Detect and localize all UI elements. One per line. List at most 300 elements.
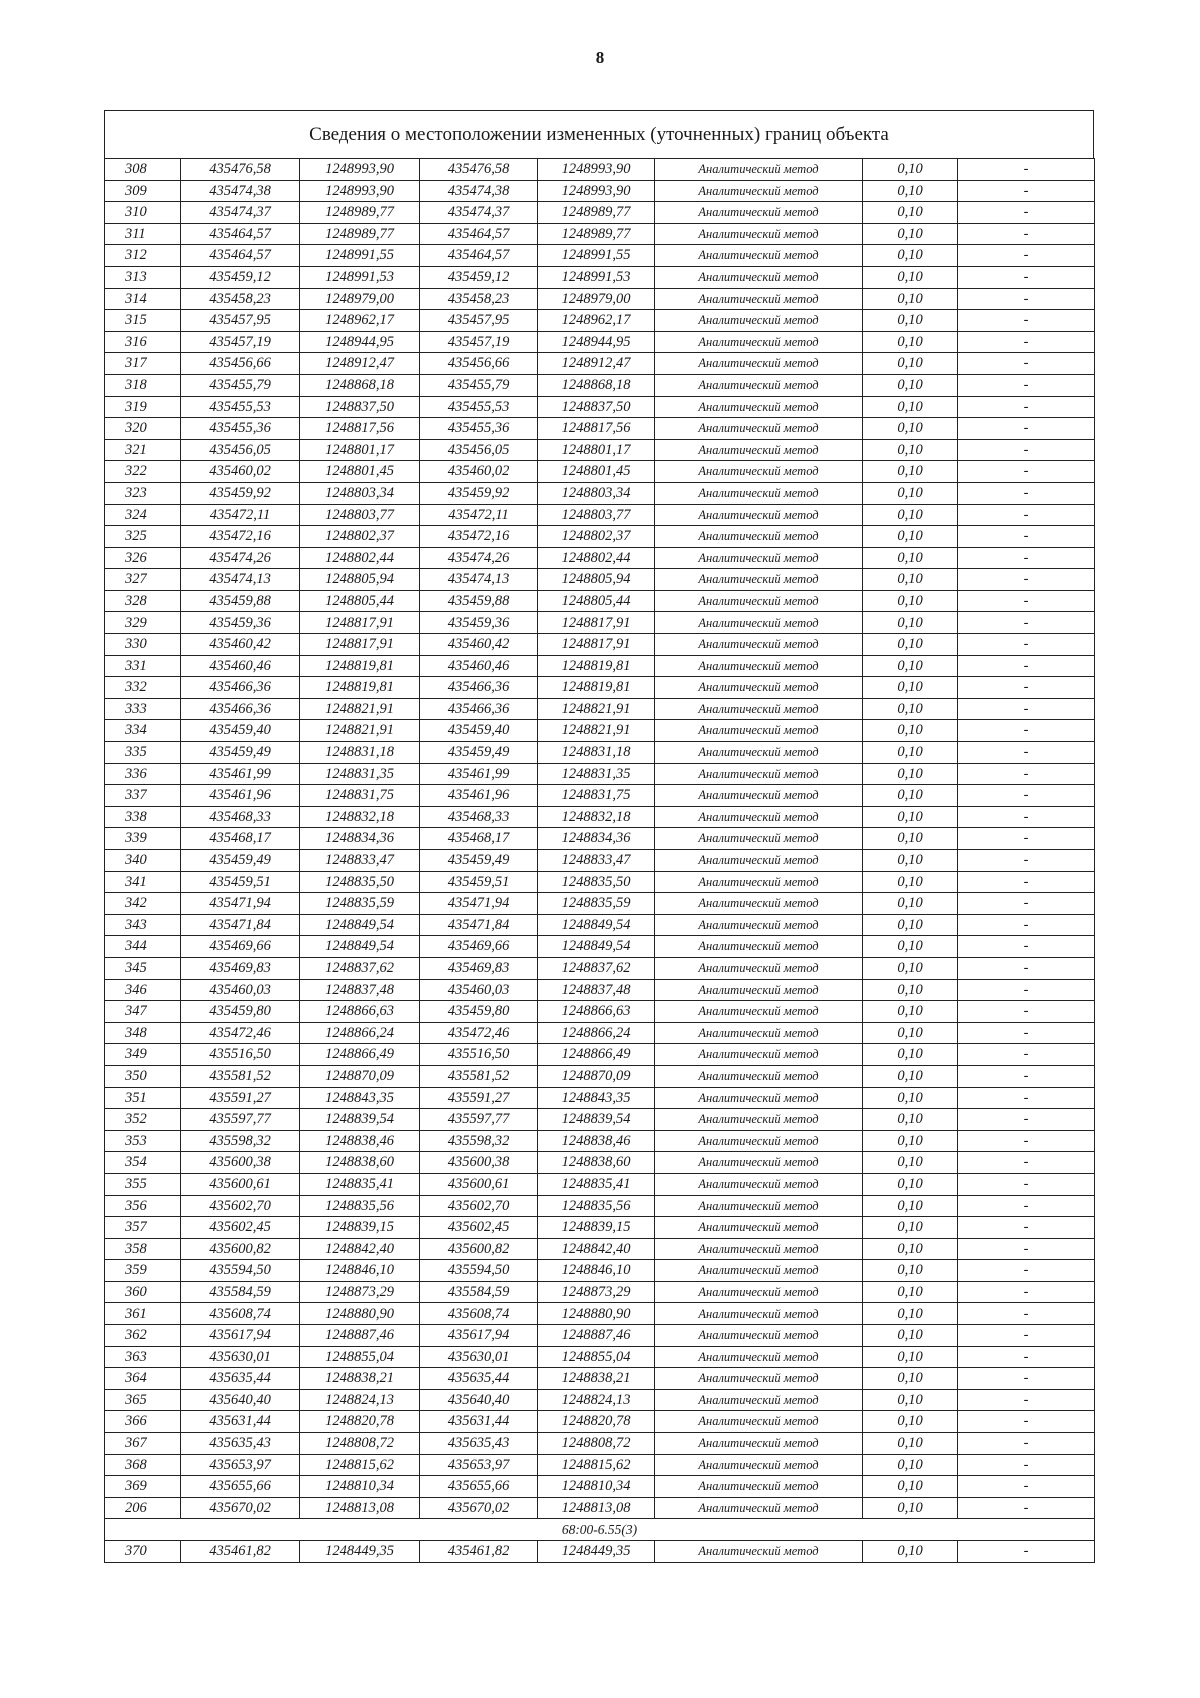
cell-point-number: 309	[105, 180, 181, 202]
cell-y-old: 1248962,17	[300, 310, 420, 332]
cell-accuracy: 0,10	[863, 806, 958, 828]
cell-description: -	[958, 1476, 1095, 1498]
cell-accuracy: 0,10	[863, 526, 958, 548]
cell-method: Аналитический метод	[655, 396, 863, 418]
section-label: 68:00-6.55(3)	[105, 1519, 1095, 1541]
table-row	[105, 396, 1095, 418]
cell-x-old: 435476,58	[181, 159, 300, 181]
cell-point-number: 344	[105, 936, 181, 958]
cell-method: Аналитический метод	[655, 785, 863, 807]
cell-point-number: 339	[105, 828, 181, 850]
cell-accuracy: 0,10	[863, 418, 958, 440]
cell-accuracy: 0,10	[863, 720, 958, 742]
cell-y-old: 1248449,35	[300, 1541, 420, 1563]
cell-x-new: 435455,79	[420, 374, 538, 396]
cell-x-old: 435456,66	[181, 353, 300, 375]
table-row	[105, 1346, 1095, 1368]
cell-y-new: 1248843,35	[538, 1087, 655, 1109]
cell-y-old: 1248849,54	[300, 936, 420, 958]
cell-x-old: 435602,45	[181, 1217, 300, 1239]
cell-y-old: 1248835,59	[300, 893, 420, 915]
cell-x-old: 435600,61	[181, 1173, 300, 1195]
table-row	[105, 1303, 1095, 1325]
cell-point-number: 347	[105, 1001, 181, 1023]
cell-accuracy: 0,10	[863, 331, 958, 353]
cell-y-old: 1248824,13	[300, 1389, 420, 1411]
cell-y-old: 1248989,77	[300, 202, 420, 224]
cell-description: -	[958, 288, 1095, 310]
cell-y-new: 1248989,77	[538, 202, 655, 224]
cell-x-new: 435464,57	[420, 223, 538, 245]
cell-method: Аналитический метод	[655, 569, 863, 591]
cell-method: Аналитический метод	[655, 526, 863, 548]
table-row	[105, 720, 1095, 742]
cell-y-new: 1248866,49	[538, 1044, 655, 1066]
cell-x-new: 435461,82	[420, 1541, 538, 1563]
cell-accuracy: 0,10	[863, 1368, 958, 1390]
cell-method: Аналитический метод	[655, 1001, 863, 1023]
cell-description: -	[958, 871, 1095, 893]
cell-method: Аналитический метод	[655, 1130, 863, 1152]
cell-method: Аналитический метод	[655, 288, 863, 310]
cell-point-number: 206	[105, 1497, 181, 1519]
cell-x-new: 435598,32	[420, 1130, 538, 1152]
table-row	[105, 504, 1095, 526]
cell-x-old: 435459,40	[181, 720, 300, 742]
cell-x-old: 435459,80	[181, 1001, 300, 1023]
cell-y-old: 1248873,29	[300, 1281, 420, 1303]
cell-x-new: 435591,27	[420, 1087, 538, 1109]
table-row	[105, 1389, 1095, 1411]
cell-y-new: 1248855,04	[538, 1346, 655, 1368]
cell-y-new: 1248819,81	[538, 677, 655, 699]
cell-description: -	[958, 698, 1095, 720]
cell-x-new: 435471,94	[420, 893, 538, 915]
cell-description: -	[958, 1389, 1095, 1411]
cell-x-new: 435458,23	[420, 288, 538, 310]
cell-point-number: 324	[105, 504, 181, 526]
cell-accuracy: 0,10	[863, 1433, 958, 1455]
cell-x-new: 435474,37	[420, 202, 538, 224]
cell-point-number: 348	[105, 1022, 181, 1044]
cell-x-new: 435459,92	[420, 482, 538, 504]
cell-y-old: 1248817,56	[300, 418, 420, 440]
cell-point-number: 361	[105, 1303, 181, 1325]
table-row	[105, 223, 1095, 245]
cell-y-new: 1248887,46	[538, 1325, 655, 1347]
cell-method: Аналитический метод	[655, 1497, 863, 1519]
cell-x-new: 435469,66	[420, 936, 538, 958]
cell-y-new: 1248817,91	[538, 634, 655, 656]
cell-x-new: 435457,95	[420, 310, 538, 332]
cell-y-old: 1248880,90	[300, 1303, 420, 1325]
cell-x-new: 435461,99	[420, 763, 538, 785]
cell-description: -	[958, 893, 1095, 915]
cell-method: Аналитический метод	[655, 310, 863, 332]
cell-y-new: 1248846,10	[538, 1260, 655, 1282]
cell-description: -	[958, 245, 1095, 267]
cell-y-old: 1248993,90	[300, 159, 420, 181]
cell-method: Аналитический метод	[655, 482, 863, 504]
cell-description: -	[958, 526, 1095, 548]
cell-y-old: 1248868,18	[300, 374, 420, 396]
cell-x-old: 435471,84	[181, 914, 300, 936]
cell-method: Аналитический метод	[655, 1303, 863, 1325]
cell-method: Аналитический метод	[655, 1152, 863, 1174]
cell-description: -	[958, 547, 1095, 569]
cell-y-old: 1248817,91	[300, 612, 420, 634]
cell-description: -	[958, 1217, 1095, 1239]
cell-method: Аналитический метод	[655, 418, 863, 440]
cell-method: Аналитический метод	[655, 461, 863, 483]
cell-method: Аналитический метод	[655, 720, 863, 742]
cell-method: Аналитический метод	[655, 1173, 863, 1195]
cell-x-new: 435455,53	[420, 396, 538, 418]
cell-description: -	[958, 202, 1095, 224]
cell-method: Аналитический метод	[655, 374, 863, 396]
cell-y-old: 1248989,77	[300, 223, 420, 245]
cell-description: -	[958, 720, 1095, 742]
table-row	[105, 763, 1095, 785]
cell-description: -	[958, 1001, 1095, 1023]
cell-description: -	[958, 1325, 1095, 1347]
table-row	[105, 979, 1095, 1001]
cell-x-new: 435464,57	[420, 245, 538, 267]
cell-point-number: 308	[105, 159, 181, 181]
table-row	[105, 482, 1095, 504]
cell-accuracy: 0,10	[863, 957, 958, 979]
cell-x-new: 435459,12	[420, 266, 538, 288]
cell-y-new: 1248842,40	[538, 1238, 655, 1260]
cell-accuracy: 0,10	[863, 1130, 958, 1152]
table-row	[105, 1476, 1095, 1498]
cell-y-old: 1248855,04	[300, 1346, 420, 1368]
cell-x-old: 435630,01	[181, 1346, 300, 1368]
cell-y-old: 1248821,91	[300, 698, 420, 720]
cell-description: -	[958, 266, 1095, 288]
cell-point-number: 317	[105, 353, 181, 375]
cell-description: -	[958, 634, 1095, 656]
cell-accuracy: 0,10	[863, 547, 958, 569]
cell-accuracy: 0,10	[863, 1260, 958, 1282]
cell-y-new: 1248834,36	[538, 828, 655, 850]
cell-x-new: 435472,11	[420, 504, 538, 526]
cell-point-number: 333	[105, 698, 181, 720]
cell-description: -	[958, 418, 1095, 440]
cell-y-old: 1248815,62	[300, 1454, 420, 1476]
cell-point-number: 363	[105, 1346, 181, 1368]
cell-method: Аналитический метод	[655, 590, 863, 612]
cell-description: -	[958, 1195, 1095, 1217]
cell-description: -	[958, 1022, 1095, 1044]
table-row	[105, 1001, 1095, 1023]
cell-x-new: 435459,80	[420, 1001, 538, 1023]
cell-point-number: 345	[105, 957, 181, 979]
section-row	[105, 1519, 1095, 1541]
coordinates-table	[104, 158, 1095, 1563]
cell-description: -	[958, 310, 1095, 332]
cell-point-number: 329	[105, 612, 181, 634]
cell-method: Аналитический метод	[655, 979, 863, 1001]
cell-accuracy: 0,10	[863, 1454, 958, 1476]
cell-y-old: 1248839,15	[300, 1217, 420, 1239]
cell-point-number: 346	[105, 979, 181, 1001]
cell-accuracy: 0,10	[863, 1541, 958, 1563]
cell-y-old: 1248912,47	[300, 353, 420, 375]
cell-x-old: 435466,36	[181, 698, 300, 720]
cell-x-old: 435464,57	[181, 223, 300, 245]
cell-accuracy: 0,10	[863, 310, 958, 332]
cell-method: Аналитический метод	[655, 698, 863, 720]
cell-y-new: 1248803,34	[538, 482, 655, 504]
cell-x-old: 435594,50	[181, 1260, 300, 1282]
cell-description: -	[958, 1238, 1095, 1260]
cell-x-new: 435459,51	[420, 871, 538, 893]
cell-y-new: 1248819,81	[538, 655, 655, 677]
table-row	[105, 1541, 1095, 1563]
cell-x-old: 435581,52	[181, 1065, 300, 1087]
cell-x-new: 435581,52	[420, 1065, 538, 1087]
cell-y-old: 1248866,63	[300, 1001, 420, 1023]
cell-x-new: 435459,36	[420, 612, 538, 634]
cell-description: -	[958, 180, 1095, 202]
cell-y-old: 1248866,24	[300, 1022, 420, 1044]
cell-y-old: 1248870,09	[300, 1065, 420, 1087]
cell-y-new: 1248821,91	[538, 698, 655, 720]
cell-x-old: 435600,38	[181, 1152, 300, 1174]
cell-y-new: 1248449,35	[538, 1541, 655, 1563]
cell-accuracy: 0,10	[863, 1281, 958, 1303]
cell-x-old: 435460,42	[181, 634, 300, 656]
cell-y-old: 1248839,54	[300, 1109, 420, 1131]
cell-y-old: 1248979,00	[300, 288, 420, 310]
cell-accuracy: 0,10	[863, 763, 958, 785]
cell-y-old: 1248849,54	[300, 914, 420, 936]
cell-y-old: 1248802,44	[300, 547, 420, 569]
cell-point-number: 350	[105, 1065, 181, 1087]
cell-y-new: 1248817,56	[538, 418, 655, 440]
cell-y-new: 1248868,18	[538, 374, 655, 396]
cell-point-number: 357	[105, 1217, 181, 1239]
cell-x-old: 435653,97	[181, 1454, 300, 1476]
cell-point-number: 327	[105, 569, 181, 591]
table-row	[105, 1497, 1095, 1519]
cell-point-number: 331	[105, 655, 181, 677]
cell-method: Аналитический метод	[655, 1087, 863, 1109]
table-row	[105, 1173, 1095, 1195]
cell-accuracy: 0,10	[863, 1411, 958, 1433]
cell-point-number: 319	[105, 396, 181, 418]
cell-y-old: 1248819,81	[300, 677, 420, 699]
cell-x-new: 435594,50	[420, 1260, 538, 1282]
cell-x-old: 435466,36	[181, 677, 300, 699]
cell-y-new: 1248817,91	[538, 612, 655, 634]
cell-y-old: 1248838,46	[300, 1130, 420, 1152]
cell-y-new: 1248835,56	[538, 1195, 655, 1217]
cell-method: Аналитический метод	[655, 612, 863, 634]
cell-description: -	[958, 1152, 1095, 1174]
cell-point-number: 328	[105, 590, 181, 612]
cell-description: -	[958, 1368, 1095, 1390]
cell-method: Аналитический метод	[655, 763, 863, 785]
cell-method: Аналитический метод	[655, 1389, 863, 1411]
table-header-title: Сведения о местоположении измененных (уточненных) границ объекта	[104, 110, 1094, 158]
table-row	[105, 1260, 1095, 1282]
cell-point-number: 366	[105, 1411, 181, 1433]
cell-method: Аналитический метод	[655, 957, 863, 979]
cell-accuracy: 0,10	[863, 180, 958, 202]
table-row	[105, 1433, 1095, 1455]
cell-point-number: 336	[105, 763, 181, 785]
cell-x-new: 435631,44	[420, 1411, 538, 1433]
cell-point-number: 356	[105, 1195, 181, 1217]
cell-accuracy: 0,10	[863, 202, 958, 224]
cell-x-old: 435474,37	[181, 202, 300, 224]
cell-accuracy: 0,10	[863, 1217, 958, 1239]
cell-y-new: 1248912,47	[538, 353, 655, 375]
cell-point-number: 349	[105, 1044, 181, 1066]
table-row	[105, 893, 1095, 915]
cell-point-number: 321	[105, 439, 181, 461]
table-row	[105, 418, 1095, 440]
cell-y-new: 1248838,46	[538, 1130, 655, 1152]
cell-method: Аналитический метод	[655, 1433, 863, 1455]
table-row	[105, 1087, 1095, 1109]
cell-point-number: 359	[105, 1260, 181, 1282]
cell-y-new: 1248801,17	[538, 439, 655, 461]
cell-description: -	[958, 1411, 1095, 1433]
cell-method: Аналитический метод	[655, 1022, 863, 1044]
cell-y-new: 1248831,75	[538, 785, 655, 807]
cell-accuracy: 0,10	[863, 1346, 958, 1368]
cell-x-old: 435655,66	[181, 1476, 300, 1498]
cell-y-old: 1248991,53	[300, 266, 420, 288]
cell-x-old: 435459,49	[181, 742, 300, 764]
cell-description: -	[958, 1454, 1095, 1476]
cell-x-new: 435602,45	[420, 1217, 538, 1239]
table-row	[105, 957, 1095, 979]
cell-x-old: 435600,82	[181, 1238, 300, 1260]
table-row	[105, 266, 1095, 288]
cell-y-old: 1248837,48	[300, 979, 420, 1001]
cell-y-new: 1248944,95	[538, 331, 655, 353]
cell-x-new: 435460,46	[420, 655, 538, 677]
cell-x-old: 435461,96	[181, 785, 300, 807]
table-row	[105, 612, 1095, 634]
cell-description: -	[958, 957, 1095, 979]
cell-y-new: 1248821,91	[538, 720, 655, 742]
cell-y-old: 1248801,17	[300, 439, 420, 461]
cell-x-new: 435617,94	[420, 1325, 538, 1347]
cell-y-old: 1248842,40	[300, 1238, 420, 1260]
cell-x-old: 435597,77	[181, 1109, 300, 1131]
cell-y-new: 1248866,24	[538, 1022, 655, 1044]
cell-method: Аналитический метод	[655, 1346, 863, 1368]
cell-method: Аналитический метод	[655, 1281, 863, 1303]
cell-description: -	[958, 914, 1095, 936]
cell-point-number: 330	[105, 634, 181, 656]
cell-y-old: 1248838,60	[300, 1152, 420, 1174]
cell-accuracy: 0,10	[863, 1476, 958, 1498]
cell-description: -	[958, 461, 1095, 483]
cell-x-old: 435468,17	[181, 828, 300, 850]
cell-y-old: 1248805,44	[300, 590, 420, 612]
cell-x-new: 435474,13	[420, 569, 538, 591]
cell-accuracy: 0,10	[863, 288, 958, 310]
cell-description: -	[958, 569, 1095, 591]
cell-accuracy: 0,10	[863, 850, 958, 872]
cell-accuracy: 0,10	[863, 1087, 958, 1109]
cell-point-number: 325	[105, 526, 181, 548]
cell-x-new: 435640,40	[420, 1389, 538, 1411]
cell-method: Аналитический метод	[655, 1195, 863, 1217]
cell-accuracy: 0,10	[863, 785, 958, 807]
cell-method: Аналитический метод	[655, 936, 863, 958]
cell-accuracy: 0,10	[863, 871, 958, 893]
cell-x-new: 435635,43	[420, 1433, 538, 1455]
cell-point-number: 332	[105, 677, 181, 699]
cell-point-number: 343	[105, 914, 181, 936]
cell-description: -	[958, 374, 1095, 396]
cell-x-old: 435516,50	[181, 1044, 300, 1066]
cell-x-new: 435602,70	[420, 1195, 538, 1217]
cell-method: Аналитический метод	[655, 202, 863, 224]
cell-accuracy: 0,10	[863, 396, 958, 418]
cell-y-old: 1248803,34	[300, 482, 420, 504]
cell-y-old: 1248831,18	[300, 742, 420, 764]
table-row	[105, 1044, 1095, 1066]
cell-y-old: 1248805,94	[300, 569, 420, 591]
cell-accuracy: 0,10	[863, 1001, 958, 1023]
table-row	[105, 698, 1095, 720]
cell-y-new: 1248870,09	[538, 1065, 655, 1087]
cell-y-old: 1248835,56	[300, 1195, 420, 1217]
table-row	[105, 936, 1095, 958]
cell-y-old: 1248866,49	[300, 1044, 420, 1066]
cell-y-old: 1248808,72	[300, 1433, 420, 1455]
cell-accuracy: 0,10	[863, 569, 958, 591]
cell-point-number: 354	[105, 1152, 181, 1174]
cell-method: Аналитический метод	[655, 1325, 863, 1347]
table-row	[105, 1130, 1095, 1152]
cell-description: -	[958, 655, 1095, 677]
cell-x-old: 435670,02	[181, 1497, 300, 1519]
cell-y-old: 1248817,91	[300, 634, 420, 656]
cell-description: -	[958, 936, 1095, 958]
cell-method: Аналитический метод	[655, 1238, 863, 1260]
cell-point-number: 326	[105, 547, 181, 569]
cell-x-old: 435458,23	[181, 288, 300, 310]
cell-y-new: 1248820,78	[538, 1411, 655, 1433]
cell-y-old: 1248846,10	[300, 1260, 420, 1282]
cell-x-old: 435635,43	[181, 1433, 300, 1455]
table-row	[105, 461, 1095, 483]
table-row	[105, 742, 1095, 764]
cell-method: Аналитический метод	[655, 180, 863, 202]
table-row	[105, 202, 1095, 224]
table-row	[105, 1109, 1095, 1131]
cell-description: -	[958, 504, 1095, 526]
cell-y-new: 1248979,00	[538, 288, 655, 310]
table-row	[105, 569, 1095, 591]
cell-x-old: 435460,03	[181, 979, 300, 1001]
cell-method: Аналитический метод	[655, 1411, 863, 1433]
cell-method: Аналитический метод	[655, 742, 863, 764]
cell-accuracy: 0,10	[863, 893, 958, 915]
cell-accuracy: 0,10	[863, 590, 958, 612]
cell-y-new: 1248837,50	[538, 396, 655, 418]
cell-x-old: 435459,51	[181, 871, 300, 893]
